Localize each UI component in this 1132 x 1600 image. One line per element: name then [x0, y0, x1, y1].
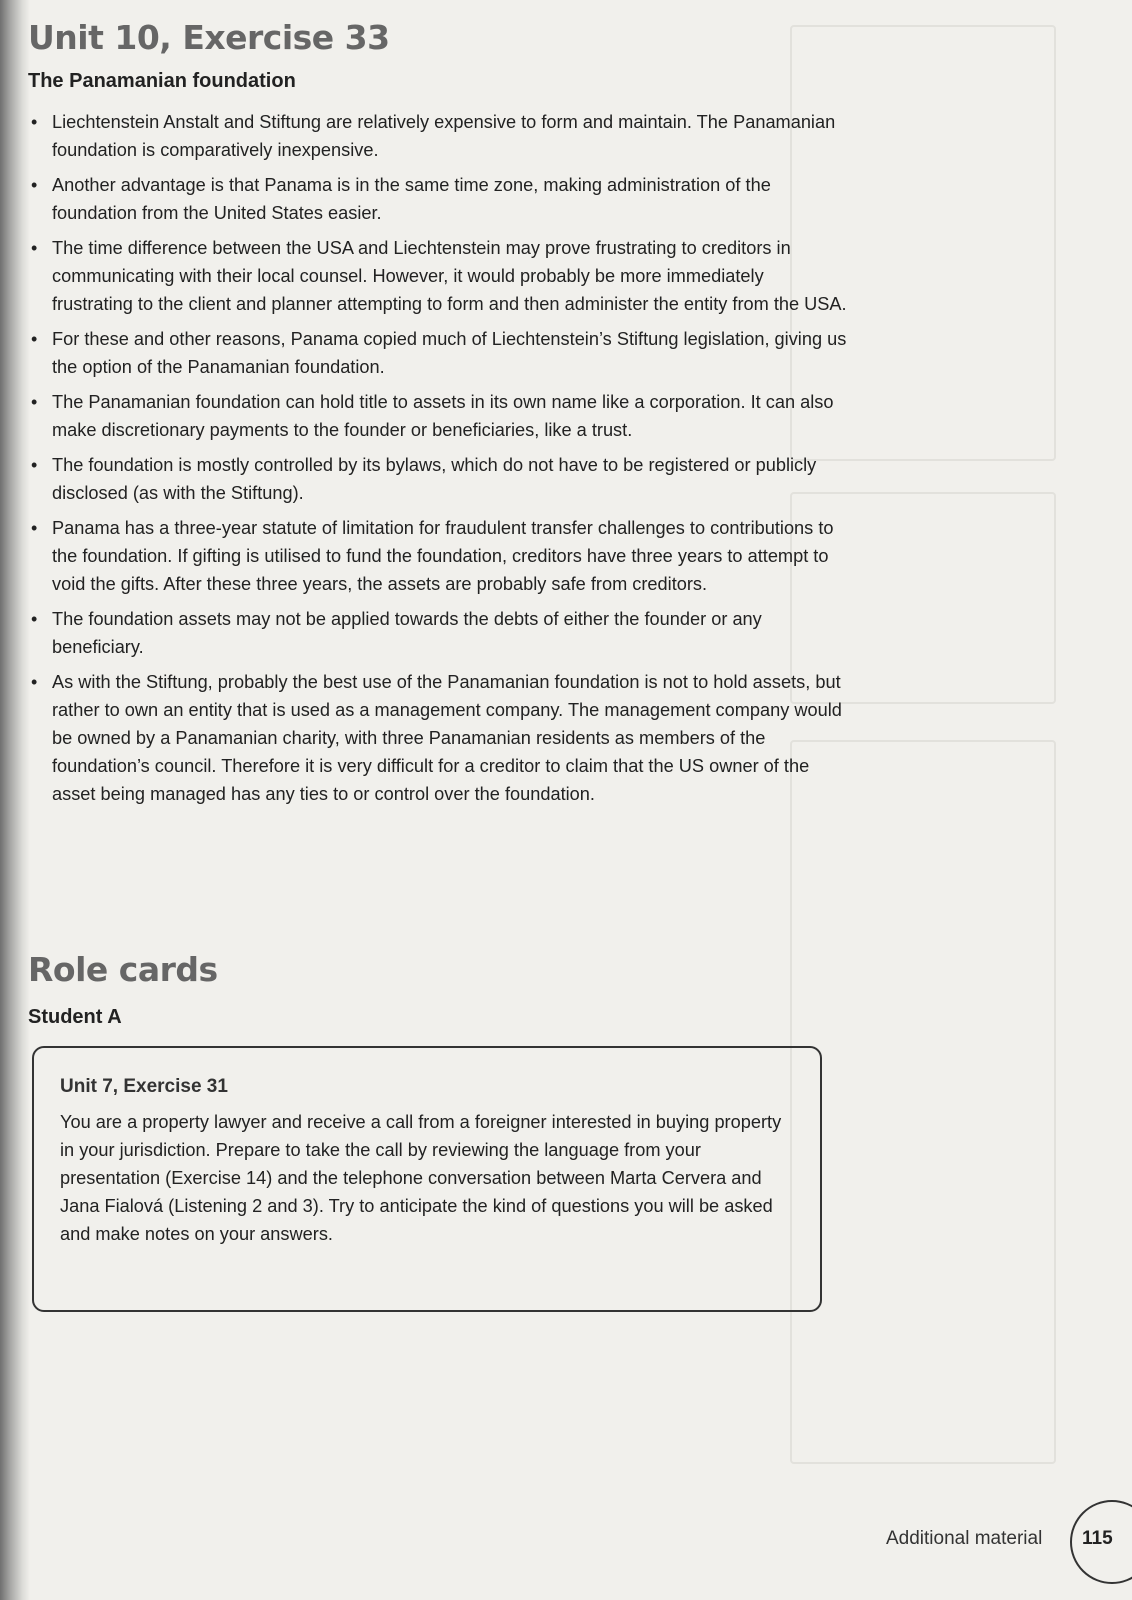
bullet-text: The foundation is mostly controlled by its bylaws, which do not have to be registered or publicly disclosed (as with the Stiftung).: [52, 455, 817, 503]
list-item: [28, 108, 848, 164]
bullet-text: Panama has a three-year statute of limitation for fraudulent transfer challenges to contributions to the foundation. If gifting is utilised to fund the foundation, creditors have three years to attempt to void the gifts. After these three years, the assets are probably safe from creditors.: [52, 518, 834, 594]
binding-shadow: [0, 0, 30, 1600]
list-item: [28, 605, 848, 661]
bullet-icon: •: [31, 609, 38, 629]
bullet-text: Liechtenstein Anstalt and Stiftung are relatively expensive to form and maintain. The Panamanian foundation is comparatively inexpensive.: [52, 112, 836, 160]
list-item: [28, 668, 848, 808]
unit-exercise-title: Unit 10, Exercise 33: [28, 18, 390, 57]
role-card-text: You are a property lawyer and receive a call from a foreigner interested in buying property in your jurisdiction. Prepare to take the call by reviewing the language from your presentation (Exercise 14) and the telephone conversation between Marta Cervera and Jana Fialová (Listening 2 and 3). Try to anticipate the kind of questions you will be asked and make notes on your answers.: [60, 1112, 782, 1244]
list-item: [28, 514, 848, 598]
bullet-icon: •: [31, 112, 38, 132]
bullet-text: As with the Stiftung, probably the best use of the Panamanian foundation is not to hold assets, but rather to own an entity that is used as a management company. The management company would be owned by a Panamanian charity, with three Panamanian residents as members of the foundation’s council. Therefore it is very difficult for a creditor to claim that the US owner of the asset being managed has any ties to or control over the foundation.: [52, 672, 842, 804]
bullet-icon: •: [31, 175, 38, 195]
bullet-icon: •: [31, 329, 38, 349]
section-subheading: The Panamanian foundation: [28, 70, 296, 92]
list-item: [28, 171, 848, 227]
bullet-icon: •: [31, 238, 38, 258]
bullet-list: [28, 108, 848, 815]
show-through-panel: [790, 740, 1056, 1464]
page-number: 115: [1082, 1528, 1113, 1549]
bullet-icon: •: [31, 672, 38, 692]
list-item: [28, 388, 848, 444]
role-card-title: Unit 7, Exercise 31: [60, 1076, 228, 1097]
bullet-text: Another advantage is that Panama is in the same time zone, making administration of the foundation from the United States easier.: [52, 175, 771, 223]
bullet-icon: •: [31, 392, 38, 412]
role-card: [32, 1046, 822, 1312]
bullet-text: For these and other reasons, Panama copied much of Liechtenstein’s Stiftung legislation, giving us the option of the Panamanian foundation.: [52, 329, 847, 377]
bullet-text: The foundation assets may not be applied towards the debts of either the founder or any beneficiary.: [52, 609, 762, 657]
role-cards-heading: Role cards: [28, 950, 218, 989]
bullet-text: The time difference between the USA and Liechtenstein may prove frustrating to creditors in communicating with their local counsel. However, it would probably be more immediately frustrating to the client and planner attempting to form and then administer the entity from the USA.: [52, 238, 847, 314]
list-item: [28, 325, 848, 381]
bullet-icon: •: [31, 455, 38, 475]
footer-section-label: Additional material: [886, 1528, 1043, 1549]
list-item: [28, 234, 848, 318]
student-label: Student A: [28, 1006, 122, 1028]
list-item: [28, 451, 848, 507]
bullet-text: The Panamanian foundation can hold title to assets in its own name like a corporation. It can also make discretionary payments to the founder or beneficiaries, like a trust.: [52, 392, 834, 440]
bullet-icon: •: [31, 518, 38, 538]
